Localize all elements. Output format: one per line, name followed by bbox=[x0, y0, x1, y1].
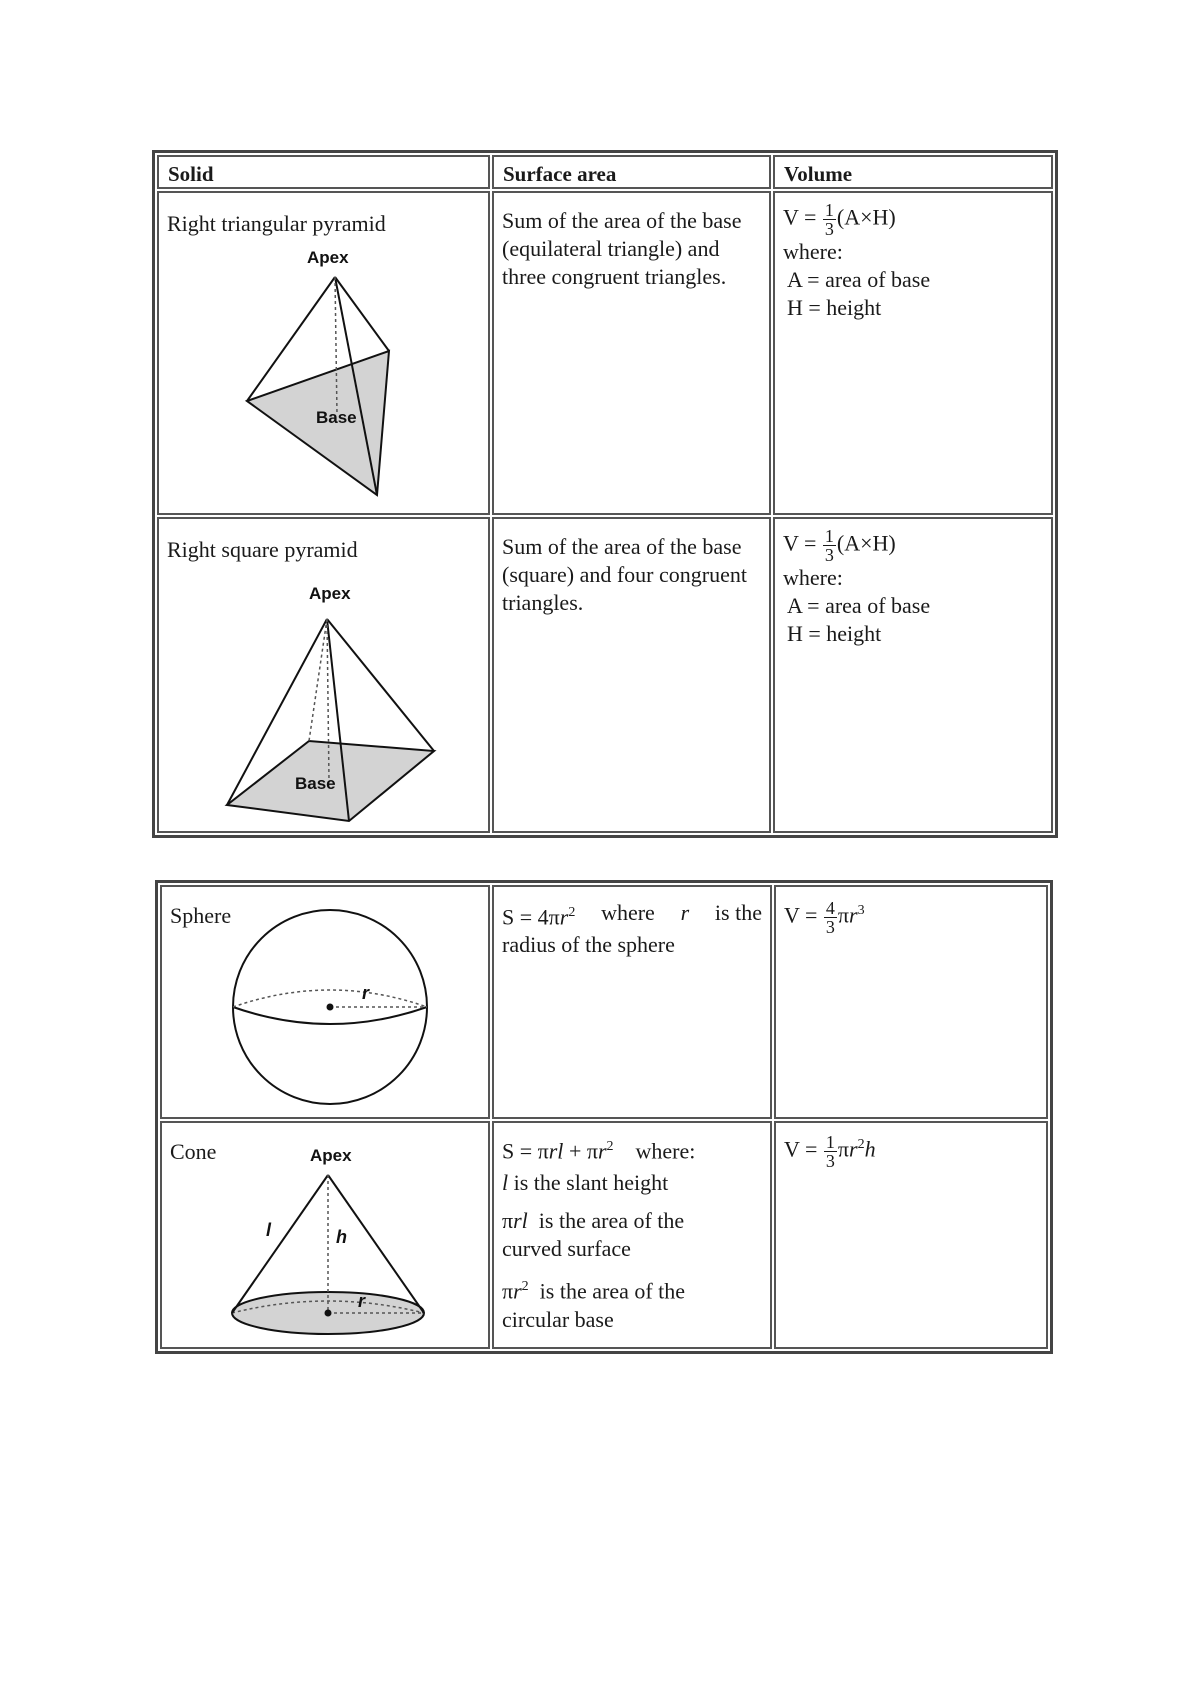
base-label: Base bbox=[316, 408, 357, 427]
fraction bbox=[823, 201, 836, 238]
volume-formula bbox=[783, 201, 1043, 238]
where-label: where: bbox=[783, 565, 843, 590]
pi-r2-pi: π bbox=[502, 1278, 514, 1304]
sphere-figure bbox=[162, 887, 492, 1121]
surface-cone bbox=[492, 1121, 772, 1349]
r-var: r bbox=[680, 900, 690, 925]
sphere-center-dot bbox=[327, 1004, 334, 1011]
surface-r: r bbox=[597, 1138, 607, 1164]
pi-r2-var: r bbox=[513, 1278, 522, 1304]
height-label: h bbox=[336, 1227, 347, 1247]
l-definition bbox=[502, 1169, 762, 1197]
volume-lhs: V = bbox=[784, 1136, 818, 1162]
apex-label: Apex bbox=[307, 248, 349, 267]
volume-formula bbox=[784, 897, 1038, 936]
cell-cone bbox=[160, 1121, 490, 1349]
volume-h: h bbox=[864, 1136, 876, 1162]
volume-rhs: (A×H) bbox=[836, 204, 896, 230]
surface-line2: radius of the sphere bbox=[502, 932, 675, 958]
solid-name: Right triangular pyramid bbox=[167, 211, 386, 236]
surface-text: Sum of the area of the base (square) and four congruent triangles. bbox=[502, 534, 747, 615]
surface-triangular-pyramid bbox=[492, 191, 771, 515]
volume-lhs: V = bbox=[783, 530, 817, 556]
pi-rl-pi: π bbox=[502, 1208, 514, 1234]
volume-pi: π bbox=[837, 902, 850, 928]
surface-rl: rl bbox=[548, 1138, 564, 1164]
solids-table-1 bbox=[152, 150, 1058, 838]
l-desc: is the slant height bbox=[513, 1170, 669, 1196]
surface-formula-s: S = π bbox=[502, 1138, 549, 1164]
fraction bbox=[824, 1133, 837, 1170]
h-definition: H = height bbox=[787, 621, 882, 646]
triangular-pyramid-figure bbox=[159, 193, 492, 517]
square-pyramid-figure bbox=[159, 519, 492, 835]
pi-r2-definition bbox=[502, 1273, 762, 1305]
pi-rl-desc2: curved surface bbox=[502, 1236, 631, 1262]
header-volume bbox=[773, 155, 1053, 189]
solid-name: Right square pyramid bbox=[167, 537, 358, 562]
volume-lhs: V = bbox=[784, 902, 818, 928]
surface-formula-var: r bbox=[559, 904, 569, 930]
l-var: l bbox=[502, 1170, 509, 1196]
sphere-surface-formula bbox=[502, 899, 762, 931]
solids-table-2 bbox=[155, 880, 1053, 1354]
cell-square-pyramid bbox=[157, 517, 490, 833]
numerator: 1 bbox=[824, 526, 834, 546]
volume-lhs: V = bbox=[783, 204, 817, 230]
header-solid bbox=[157, 155, 490, 189]
volume-formula bbox=[783, 527, 1043, 564]
solid-name: Sphere bbox=[170, 903, 232, 928]
numerator: 1 bbox=[824, 200, 834, 220]
volume-rhs: (A×H) bbox=[836, 530, 896, 556]
volume-formula bbox=[784, 1131, 1038, 1170]
surface-plus: + π bbox=[563, 1138, 598, 1164]
fraction bbox=[823, 527, 836, 564]
surface-formula-lhs: S = 4π bbox=[502, 904, 560, 930]
where-word: where bbox=[601, 900, 655, 925]
denominator: 3 bbox=[825, 1150, 835, 1171]
header-solid-text: Solid bbox=[168, 162, 214, 186]
surface-text: Sum of the area of the base (equilateral triangle) and three congruent triangles. bbox=[502, 208, 742, 289]
cone-surface-formula bbox=[502, 1133, 762, 1165]
header-surface-area bbox=[492, 155, 771, 189]
numerator: 1 bbox=[825, 1131, 835, 1152]
denominator: 3 bbox=[824, 219, 834, 239]
volume-exp: 2 bbox=[857, 1137, 865, 1152]
volume-cone bbox=[774, 1121, 1048, 1349]
surface-formula bbox=[502, 899, 575, 931]
solid-name: Cone bbox=[170, 1139, 217, 1164]
radius-label: r bbox=[362, 983, 370, 1003]
pi-r2-exp: 2 bbox=[521, 1279, 529, 1295]
pyramid-edge bbox=[327, 619, 434, 751]
denominator: 3 bbox=[825, 916, 835, 937]
volume-var: r bbox=[849, 902, 858, 928]
volume-var: r bbox=[849, 1136, 858, 1162]
header-volume-text: Volume bbox=[784, 162, 853, 186]
denominator: 3 bbox=[824, 545, 834, 565]
base-label: Base bbox=[295, 774, 336, 793]
surface-exp: 2 bbox=[606, 1139, 614, 1154]
surface-formula-exp: 2 bbox=[568, 905, 576, 920]
where-label: where: bbox=[635, 1138, 696, 1164]
surface-square-pyramid bbox=[492, 517, 771, 833]
a-definition: A = area of base bbox=[787, 267, 931, 292]
header-surface-area-text: Surface area bbox=[503, 162, 617, 186]
pi-r2-desc: is the area of the bbox=[539, 1278, 686, 1304]
cone-center-dot bbox=[325, 1310, 332, 1317]
numerator: 4 bbox=[825, 897, 835, 918]
fraction bbox=[824, 899, 837, 936]
cell-triangular-pyramid bbox=[157, 191, 490, 515]
a-definition: A = area of base bbox=[787, 593, 931, 618]
cell-sphere bbox=[160, 885, 490, 1119]
volume-square-pyramid bbox=[773, 517, 1053, 833]
volume-pi: π bbox=[837, 1136, 850, 1162]
where-label: where: bbox=[783, 239, 843, 264]
pi-rl-var: rl bbox=[513, 1208, 528, 1234]
volume-sphere bbox=[774, 885, 1048, 1119]
apex-label: Apex bbox=[310, 1146, 352, 1165]
pi-rl-desc: is the area of the bbox=[538, 1208, 685, 1234]
surface-sphere bbox=[492, 885, 772, 1119]
pi-r2-desc2: circular base bbox=[502, 1306, 614, 1332]
cone-figure bbox=[162, 1123, 492, 1351]
volume-triangular-pyramid bbox=[773, 191, 1053, 515]
apex-label: Apex bbox=[309, 584, 351, 603]
volume-exp: 3 bbox=[857, 903, 865, 918]
h-definition: H = height bbox=[787, 295, 882, 320]
slant-label: l bbox=[266, 1220, 272, 1240]
radius-label: r bbox=[358, 1291, 366, 1311]
is-the: is the bbox=[714, 900, 762, 925]
pi-rl-definition bbox=[502, 1207, 762, 1235]
